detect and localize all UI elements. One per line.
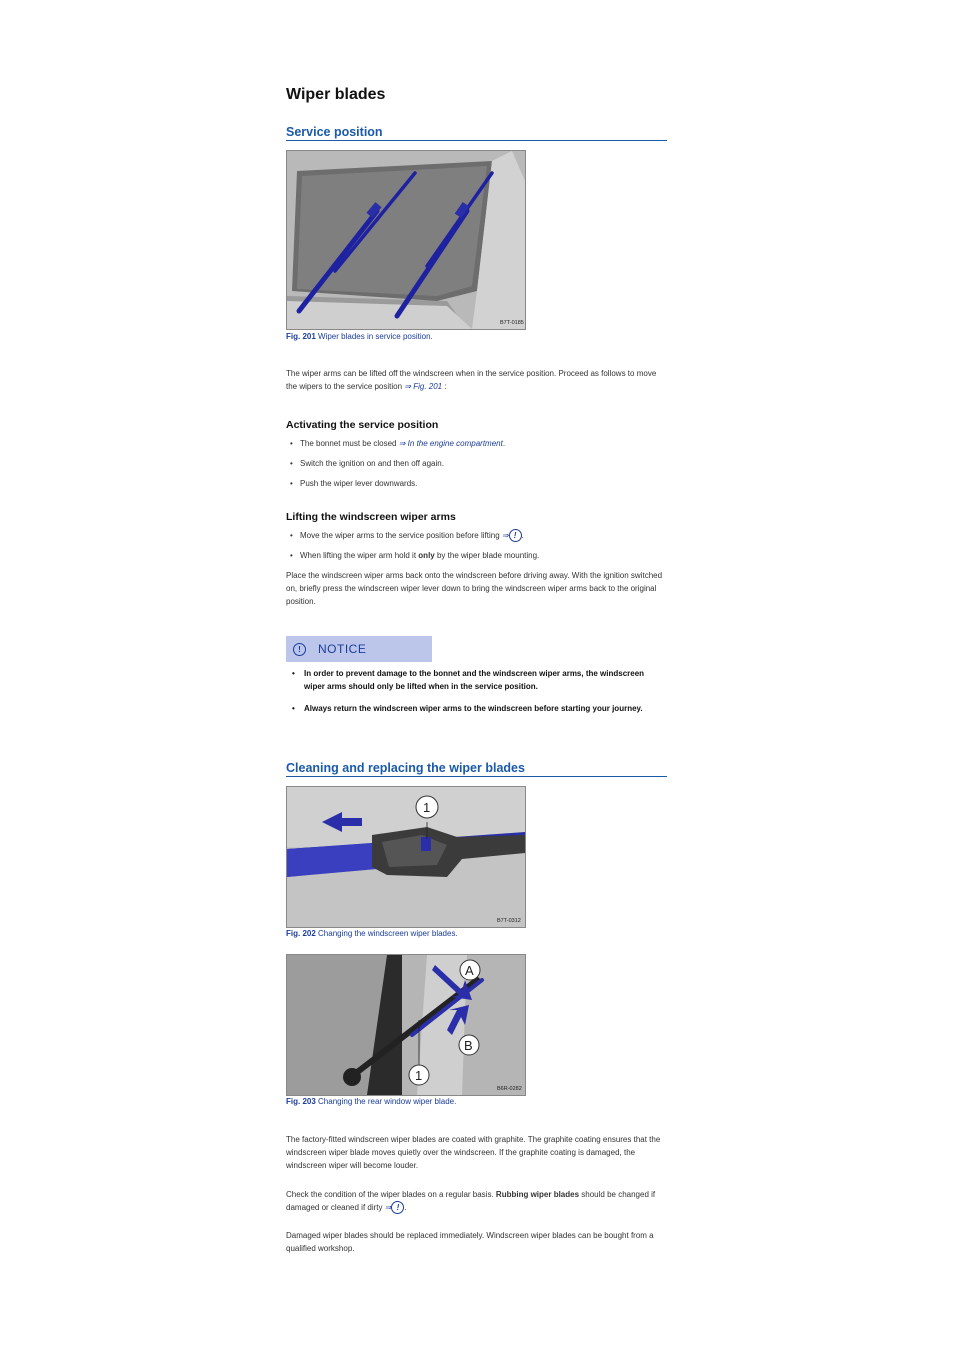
activating-heading: Activating the service position (286, 419, 439, 431)
page-title: Wiper blades (286, 86, 386, 103)
list-item: • Move the wiper arms to the service position before lifting ⇒ ! . (290, 531, 524, 541)
engine-compartment-link[interactable]: ⇒ In the engine compartment (398, 439, 503, 448)
figure-203-image (286, 954, 526, 1096)
list-item: • Switch the ignition on and then off again. (290, 459, 444, 468)
graphite-paragraph: The factory-fitted windscreen wiper blades are coated with graphite. The graphite coating ensures that the windscreen wiper blade moves quietly over the windscreen. If the graphite coating is damaged, the windscreen wiper will become louder. (286, 1135, 661, 1170)
warning-icon: ! (391, 1201, 404, 1214)
exclamation-circle-icon: ! (293, 643, 306, 656)
replace-paragraph: Damaged wiper blades should be replaced immediately. Windscreen wiper blades can be bought from a qualified workshop. (286, 1231, 654, 1253)
figure-202-caption: Fig. 202 Changing the windscreen wiper blades. (286, 929, 458, 938)
warning-link[interactable]: ⇒ ! (502, 531, 522, 540)
notice-label: NOTICE (318, 642, 367, 656)
figure-203-code: B6R-0282 (497, 1086, 522, 1092)
fig-201-link[interactable]: ⇒ Fig. 201 (404, 382, 443, 391)
rear-wiper-change-illustration (287, 955, 525, 1095)
figure-201-caption: Fig. 201 Wiper blades in service position. (286, 332, 433, 341)
list-item: • When lifting the wiper arm hold it only by the wiper blade mounting. (290, 551, 540, 560)
wiper-blade-change-illustration (287, 787, 525, 927)
section-heading-service-position: Service position (286, 125, 667, 141)
notice-item: • In order to prevent damage to the bonnet and the windscreen wiper arms, the windscreen wiper arms should only be lifted when in the service position. (292, 669, 645, 691)
warning-icon: ! (509, 529, 522, 542)
service-intro-paragraph: The wiper arms can be lifted off the windscreen when in the service position. Proceed as follows to move the wipers to the service position ⇒ Fig. 201 : (286, 369, 657, 391)
return-arms-paragraph: Place the windscreen wiper arms back onto the windscreen before driving away. With the ignition switched on, briefly press the windscreen wiper lever down to bring the windscreen wiper arms back to the original position. (286, 571, 663, 606)
lifting-heading: Lifting the windscreen wiper arms (286, 511, 456, 523)
figure-201-image (286, 150, 526, 330)
check-condition-paragraph: Check the condition of the wiper blades on a regular basis. Rubbing wiper blades should be changed if damaged or cleaned if dirty ⇒ ! . (286, 1190, 656, 1213)
figure-202-code: B7T-0312 (497, 918, 521, 924)
notice-item: • Always return the windscreen wiper arms to the windscreen before starting your journey. (292, 704, 643, 713)
windscreen-wipers-illustration (287, 151, 525, 329)
notice-banner (286, 636, 432, 662)
list-item: • The bonnet must be closed ⇒ In the engine compartment. (290, 439, 506, 448)
section-heading-cleaning: Cleaning and replacing the wiper blades (286, 761, 667, 777)
warning-link[interactable]: ⇒ ! (385, 1203, 405, 1212)
callout-b: B (464, 1038, 473, 1053)
list-item: • Push the wiper lever downwards. (290, 479, 418, 488)
callout-1: 1 (423, 800, 431, 815)
figure-203-caption: Fig. 203 Changing the rear window wiper blade. (286, 1097, 457, 1106)
figure-202-image (286, 786, 526, 928)
figure-201-code: B7T-0185 (500, 320, 524, 326)
callout-1: 1 (415, 1068, 423, 1083)
callout-a: A (465, 963, 474, 978)
